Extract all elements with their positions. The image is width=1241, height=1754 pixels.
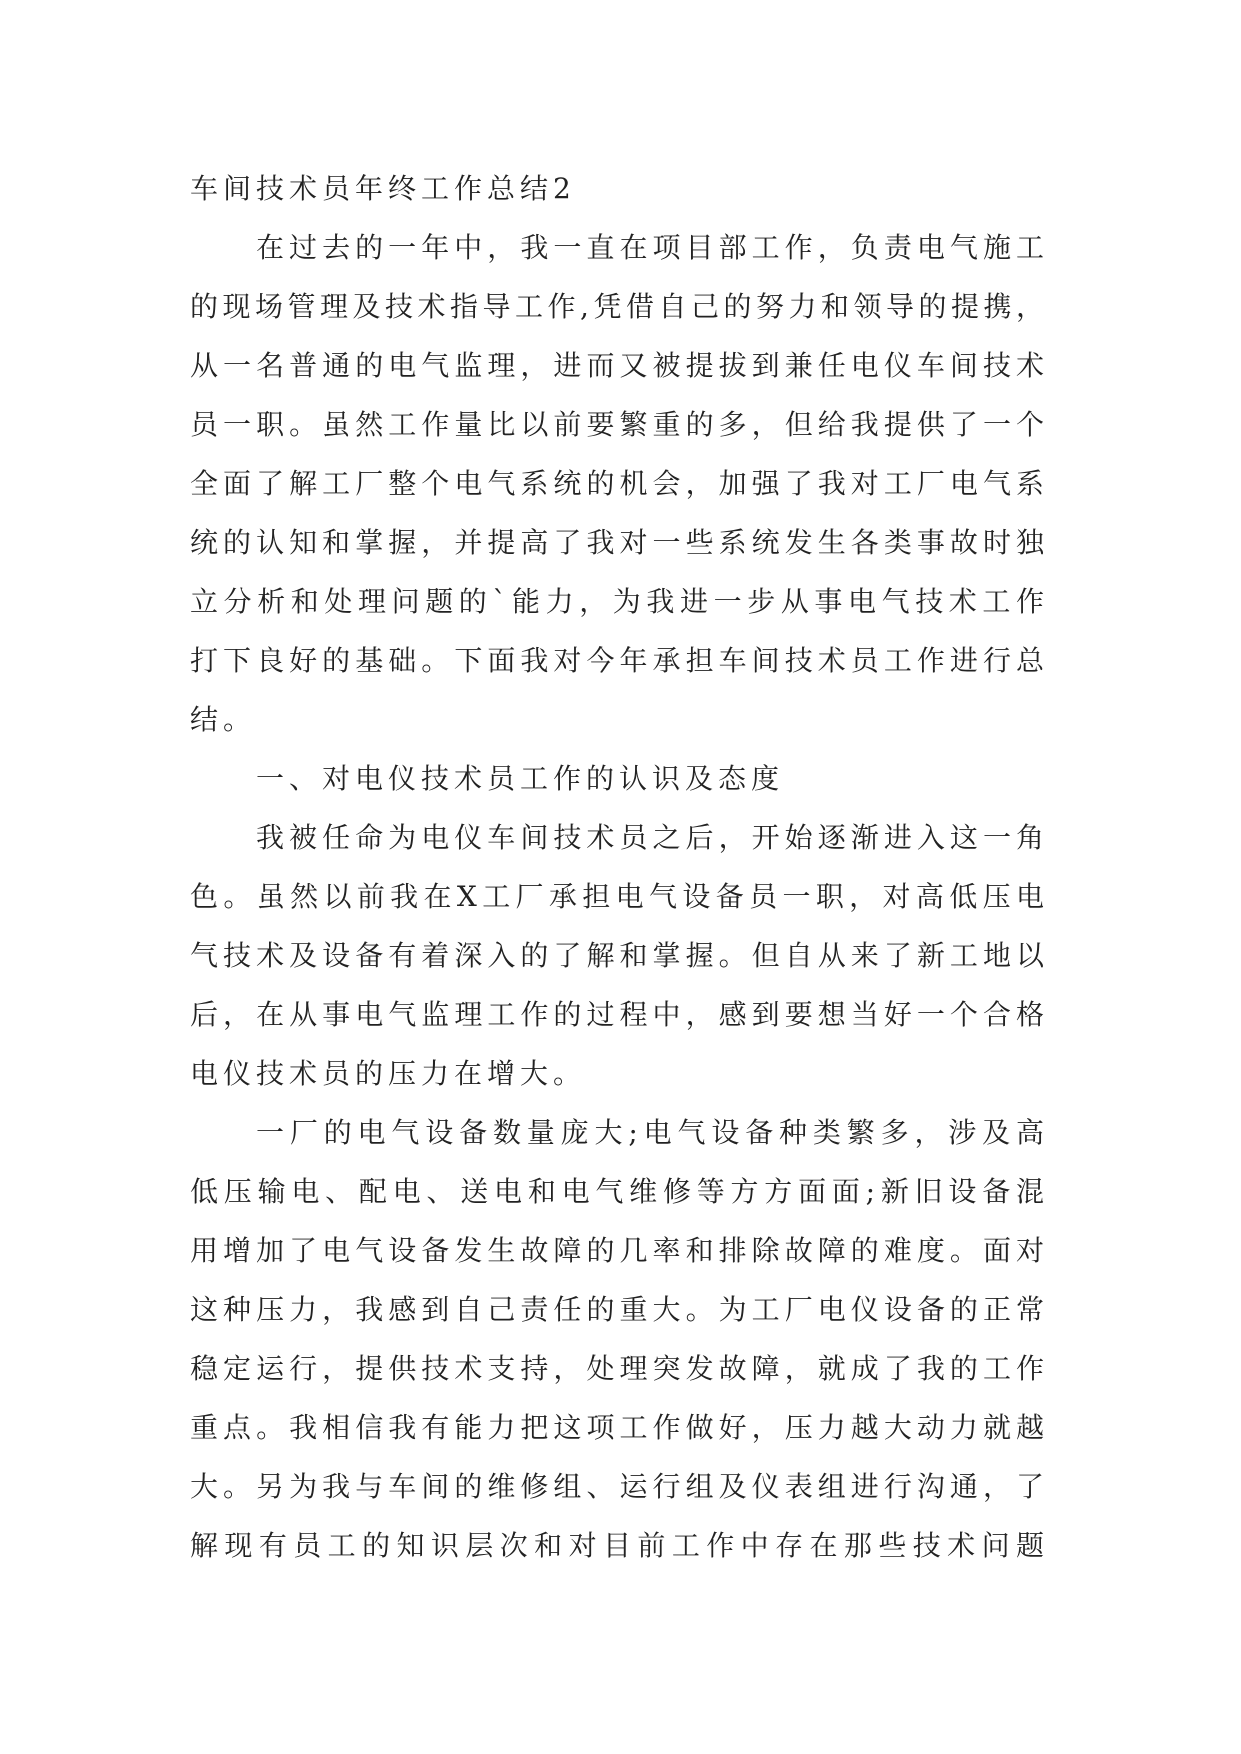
text-line: 用增加了电气设备发生故障的几率和排除故障的难度。面对 (190, 1234, 1047, 1267)
text-line: 色。虽然以前我在X工厂承担电气设备员一职，对高低压电 (190, 880, 1047, 913)
text-line: 从一名普通的电气监理，进而又被提拔到兼任电仪车间技术 (190, 349, 1047, 382)
document-title: 车间技术员年终工作总结2 (190, 172, 576, 205)
text-line: 结。 (190, 703, 257, 736)
text-line: 气技术及设备有着深入的了解和掌握。但自从来了新工地以 (190, 939, 1047, 972)
text-line: 在过去的一年中，我一直在项目部工作，负责电气施工 (256, 231, 1047, 264)
text-line: 全面了解工厂整个电气系统的机会，加强了我对工厂电气系 (190, 467, 1047, 500)
text-line: 这种压力，我感到自己责任的重大。为工厂电仪设备的正常 (190, 1293, 1047, 1326)
text-line: 立分析和处理问题的`能力，为我进一步从事电气技术工作 (190, 585, 1047, 618)
text-line: 大。另为我与车间的维修组、运行组及仪表组进行沟通，了 (190, 1470, 1047, 1503)
text-line: 低压输电、配电、送电和电气维修等方方面面;新旧设备混 (190, 1175, 1047, 1208)
text-line: 的现场管理及技术指导工作,凭借自己的努力和领导的提携， (190, 290, 1047, 323)
text-line: 统的认知和掌握，并提高了我对一些系统发生各类事故时独 (190, 526, 1047, 559)
section-paragraph (0, 808, 1241, 1103)
intro-paragraph (0, 218, 1241, 749)
text-line: 员一职。虽然工作量比以前要繁重的多，但给我提供了一个 (190, 408, 1047, 441)
section-paragraph (0, 1103, 1241, 1575)
text-line: 后，在从事电气监理工作的过程中，感到要想当好一个合格 (190, 998, 1047, 1031)
text-line: 稳定运行，提供技术支持，处理突发故障，就成了我的工作 (190, 1352, 1047, 1385)
text-line: 打下良好的基础。下面我对今年承担车间技术员工作进行总 (190, 644, 1047, 677)
text-line: 电仪技术员的压力在增大。 (190, 1057, 587, 1090)
text-line: 解现有员工的知识层次和对目前工作中存在那些技术问题 (190, 1529, 1047, 1562)
text-line: 我被任命为电仪车间技术员之后，开始逐渐进入这一角 (256, 821, 1047, 854)
text-line: 一厂的电气设备数量庞大;电气设备种类繁多，涉及高 (256, 1116, 1047, 1149)
text-line: 重点。我相信我有能力把这项工作做好，压力越大动力就越 (190, 1411, 1047, 1444)
section-heading: 一、对电仪技术员工作的认识及态度 (256, 762, 785, 795)
